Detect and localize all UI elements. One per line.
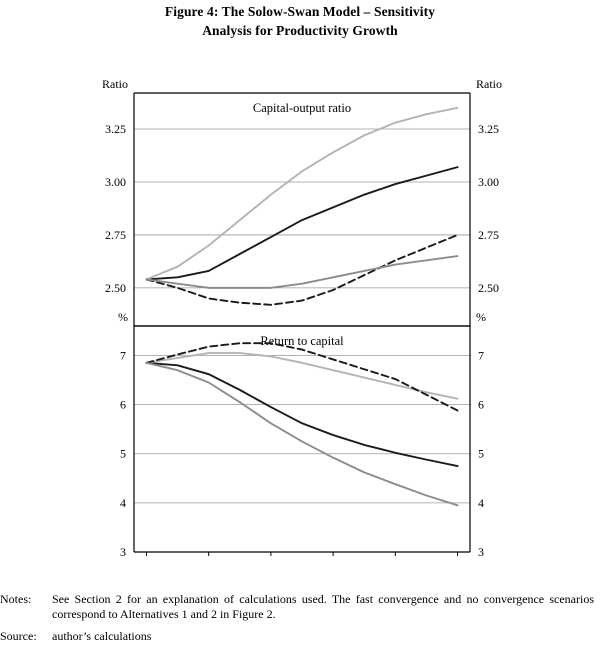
source-row <box>0 629 600 644</box>
series-line <box>146 363 457 466</box>
y-tick-label-left: 7 <box>120 348 126 363</box>
y-tick-label-left: 5 <box>120 446 126 461</box>
series-line <box>146 256 457 288</box>
y-tick-label-right: 2.50 <box>478 280 499 295</box>
notes-row <box>0 592 600 622</box>
chart-area <box>0 40 600 560</box>
source-text: author’s calculations <box>52 629 152 643</box>
solow-swan-sensitivity-chart <box>0 40 600 560</box>
notes-block <box>0 592 600 644</box>
x-tick-label <box>383 559 407 560</box>
y-tick-label-right: 6 <box>478 397 484 412</box>
figure-title-line-2: Analysis for Productivity Growth <box>202 23 398 38</box>
y-axis-unit-left: % <box>118 310 128 324</box>
y-tick-label-left: 6 <box>120 397 126 412</box>
series-line <box>146 363 457 505</box>
panel-title: Capital-output ratio <box>252 101 352 115</box>
y-tick-label-left: 2.50 <box>105 280 126 295</box>
y-tick-label-right: 5 <box>478 446 484 461</box>
notes-text: See Section 2 for an explanation of calculations used. The fast convergence and no convergence scenarios correspond to Alternatives 1 and 2 in Figure 2. <box>52 592 594 621</box>
x-tick-label <box>259 559 283 560</box>
x-tick-label <box>134 559 158 560</box>
figure-title <box>0 0 600 40</box>
x-tick-label <box>321 559 345 560</box>
y-tick-label-right: 4 <box>478 495 484 510</box>
x-tick-label <box>197 559 221 560</box>
y-tick-label-right: 3 <box>478 545 484 559</box>
y-tick-label-left: 3 <box>120 545 126 559</box>
series-line <box>146 235 457 305</box>
y-tick-label-left: 4 <box>120 495 126 510</box>
y-tick-label-right: 3.00 <box>478 174 499 189</box>
x-tick-label <box>446 559 470 560</box>
y-tick-label-right: 3.25 <box>478 122 499 137</box>
panel-title: Return to capital <box>260 334 344 348</box>
y-axis-unit-right: Ratio <box>476 77 502 91</box>
y-axis-unit-right: % <box>476 310 486 324</box>
notes-label: Notes: <box>0 592 32 606</box>
source-label: Source: <box>0 629 37 643</box>
y-tick-label-left: 2.75 <box>105 227 126 242</box>
y-tick-label-right: 7 <box>478 348 484 363</box>
y-tick-label-right: 2.75 <box>478 227 499 242</box>
y-tick-label-left: 3.00 <box>105 174 126 189</box>
y-axis-unit-left: Ratio <box>102 77 128 91</box>
figure-title-line-1: Figure 4: The Solow-Swan Model – Sensitivity <box>164 4 436 19</box>
y-tick-label-left: 3.25 <box>105 122 126 137</box>
